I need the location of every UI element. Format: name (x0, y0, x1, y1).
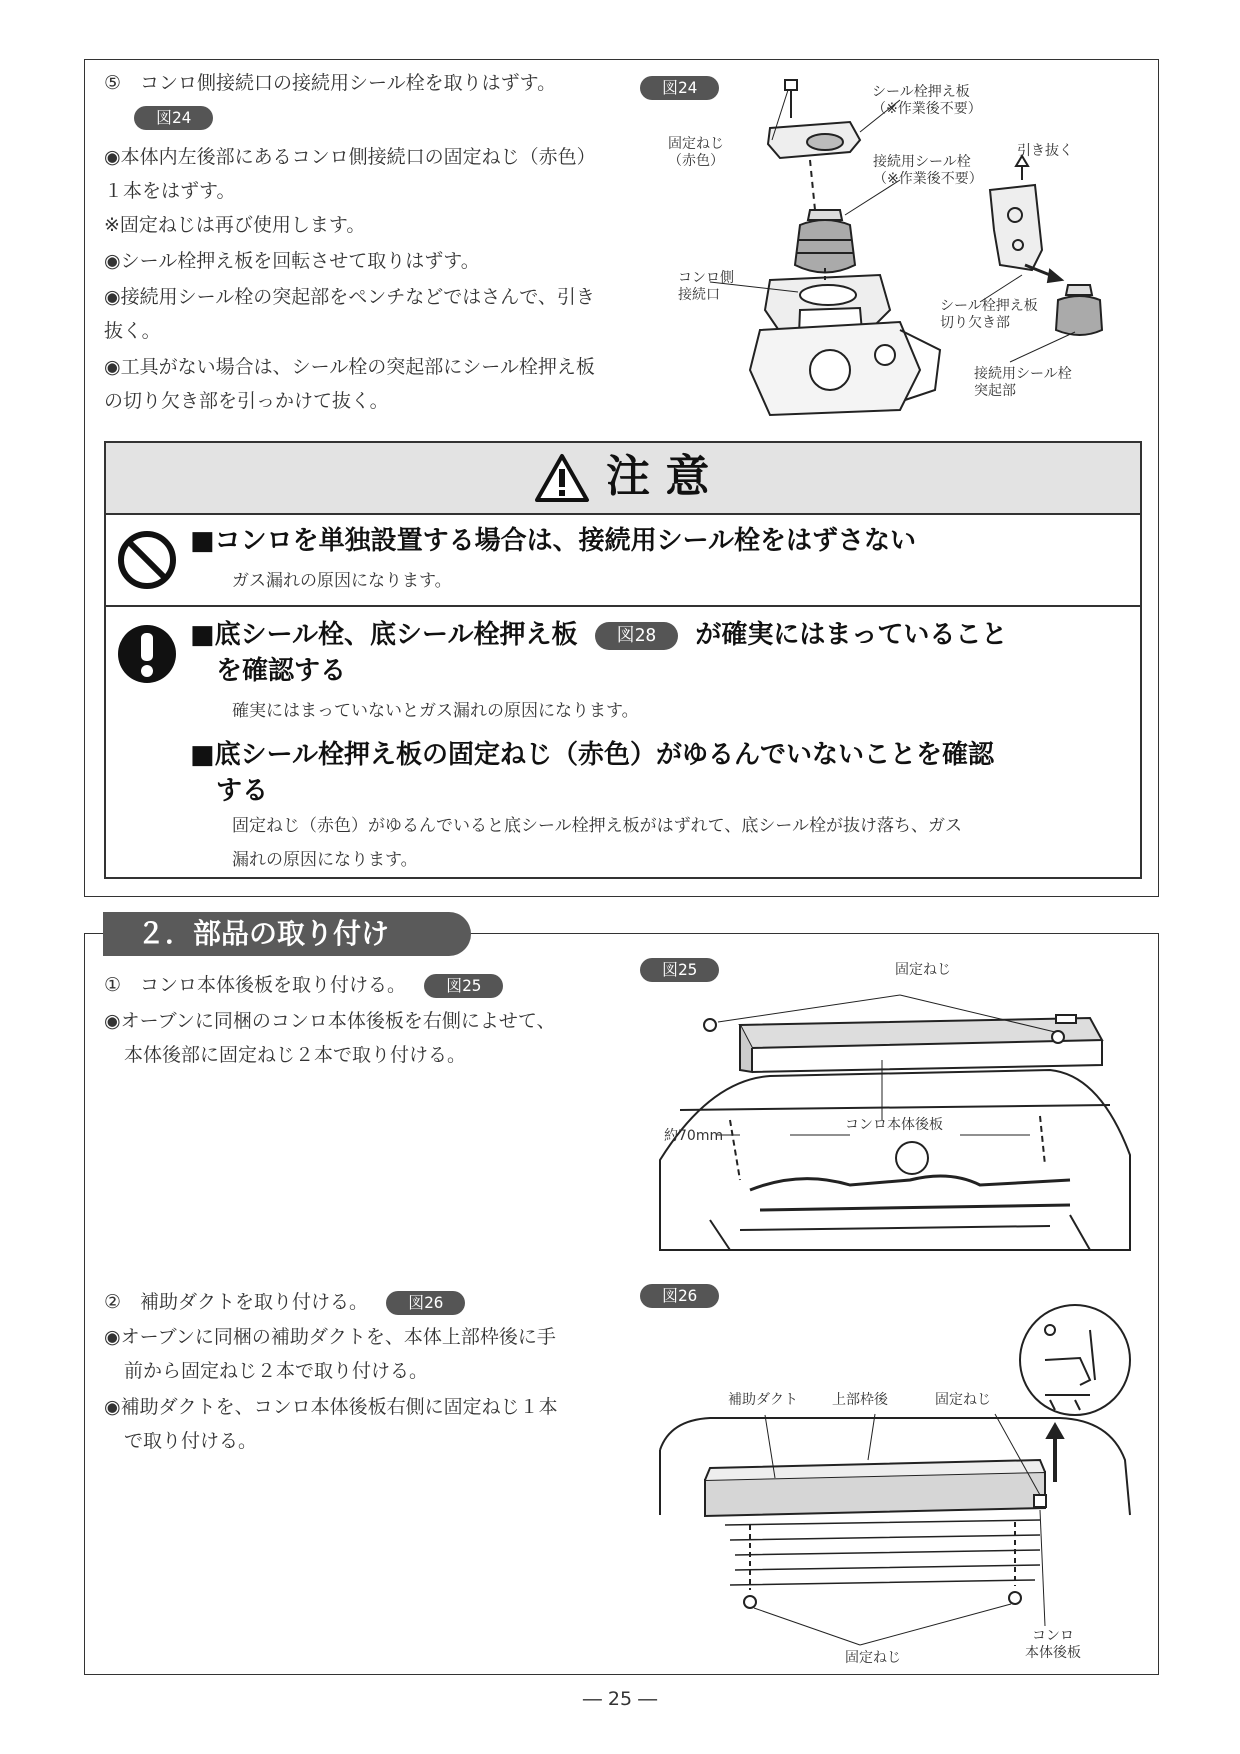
caution-item2-sub: 確実にはまっていないとガス漏れの原因になります。 (232, 701, 639, 721)
fig24-label-notch: シール栓押え板 切り欠き部 (940, 298, 1038, 331)
caution-item3-sub: 固定ねじ（赤色）がゆるんでいると底シール栓押え板がはずれて、底シール栓が抜け落ち、ガス 漏れの原因になります。 (232, 816, 962, 870)
step5-title: ⑤ コンロ側接続口の接続用シール栓を取りはずす。 (104, 72, 557, 94)
fig25-ref-badge: 図25 (424, 974, 503, 998)
prohibited-icon (116, 529, 178, 591)
fig26-label-plate: コンロ 本体後板 (1025, 1628, 1081, 1661)
fig28-ref-badge: 図28 (595, 622, 679, 650)
s2-step1-title: ① コンロ本体後板を取り付ける。 図25 (104, 968, 503, 1002)
caution-item2-heading: ■底シール栓、底シール栓押え板 図28 が確実にはまっていること (190, 620, 1008, 650)
fig26-ref-badge: 図26 (386, 1291, 465, 1315)
fig25-label-screw: 固定ねじ (895, 962, 951, 978)
s2-step2-bullet-2: ◉補助ダクトを、コンロ本体後板右側に固定ねじ１本 で取り付ける。 (104, 1396, 558, 1452)
step5-bullet-3: ◉接続用シール栓の突起部をペンチなどではさんで、引き抜く。 (104, 286, 595, 342)
caution-item1-sub: ガス漏れの原因になります。 (232, 571, 452, 591)
s2-step2-title: ② 補助ダクトを取り付ける。 図26 (104, 1285, 465, 1319)
section2-title: ２．部品の取り付け (137, 917, 390, 950)
caution-item3-heading: ■底シール栓押え板の固定ねじ（赤色）がゆるんでいないことを確認 (190, 740, 995, 770)
fig26-label-screw-bottom: 固定ねじ (845, 1650, 901, 1666)
fig25-label-dist: 約70mm (664, 1128, 724, 1144)
s2-step1-bullet: ◉オーブンに同梱のコンロ本体後板を右側によせて、 本体後部に固定ねじ２本で取り付ける。 (104, 1010, 556, 1066)
step5-note: ※固定ねじは再び使用します。 (104, 214, 366, 236)
exclamation-icon (116, 623, 178, 685)
warning-triangle-icon (534, 453, 590, 503)
caution-header (106, 443, 1140, 515)
step5-bullet-4: ◉工具がない場合は、シール栓の突起部にシール栓押え板の切り欠き部を引っかけて抜く。 (104, 356, 595, 412)
fig26-illustration (650, 1300, 1140, 1660)
fig26-label-duct: 補助ダクト (728, 1392, 798, 1408)
fig26-label-screw-top: 固定ねじ (935, 1392, 991, 1408)
fig24-tag: 図24 (640, 76, 719, 100)
step5-bullet-2: ◉シール栓押え板を回転させて取りはずす。 (104, 250, 480, 272)
fig24-label-plug: 接続用シール栓 （※作業後不要） (873, 154, 983, 187)
fig26-tag: 図26 (640, 1284, 719, 1308)
fig24-label-pull: 引き抜く (1017, 143, 1073, 159)
fig25-tag: 図25 (640, 958, 719, 982)
caution-item2-heading-cont: を確認する (216, 656, 347, 686)
caution-item1-heading: ■コンロを単独設置する場合は、接続用シール栓をはずさない (190, 526, 917, 556)
fig24-label-bump: 接続用シール栓 突起部 (974, 366, 1072, 399)
section2-tab (103, 912, 471, 956)
caution-title: 注 意 (606, 451, 710, 502)
caution-divider (106, 605, 1140, 607)
fig24-label-screw: 固定ねじ （赤色） (668, 136, 724, 169)
fig24-label-port: コンロ側 接続口 (678, 270, 734, 303)
caution-box (104, 441, 1142, 879)
fig24-ref-badge: 図24 (134, 106, 213, 130)
step5-bullet-1: ◉本体内左後部にあるコンロ側接続口の固定ねじ（赤色）１本をはずす。 (104, 146, 596, 202)
fig26-label-frame: 上部枠後 (832, 1392, 888, 1408)
s2-step2-bullet-1: ◉オーブンに同梱の補助ダクトを、本体上部枠後に手 前から固定ねじ２本で取り付ける。 (104, 1326, 556, 1382)
fig24-label-plate: シール栓押え板 （※作業後不要） (872, 84, 982, 117)
page-number: ― 25 ― (582, 1688, 658, 1710)
caution-item3-heading-cont: する (216, 776, 269, 806)
fig25-label-plate: コンロ本体後板 (845, 1117, 943, 1133)
